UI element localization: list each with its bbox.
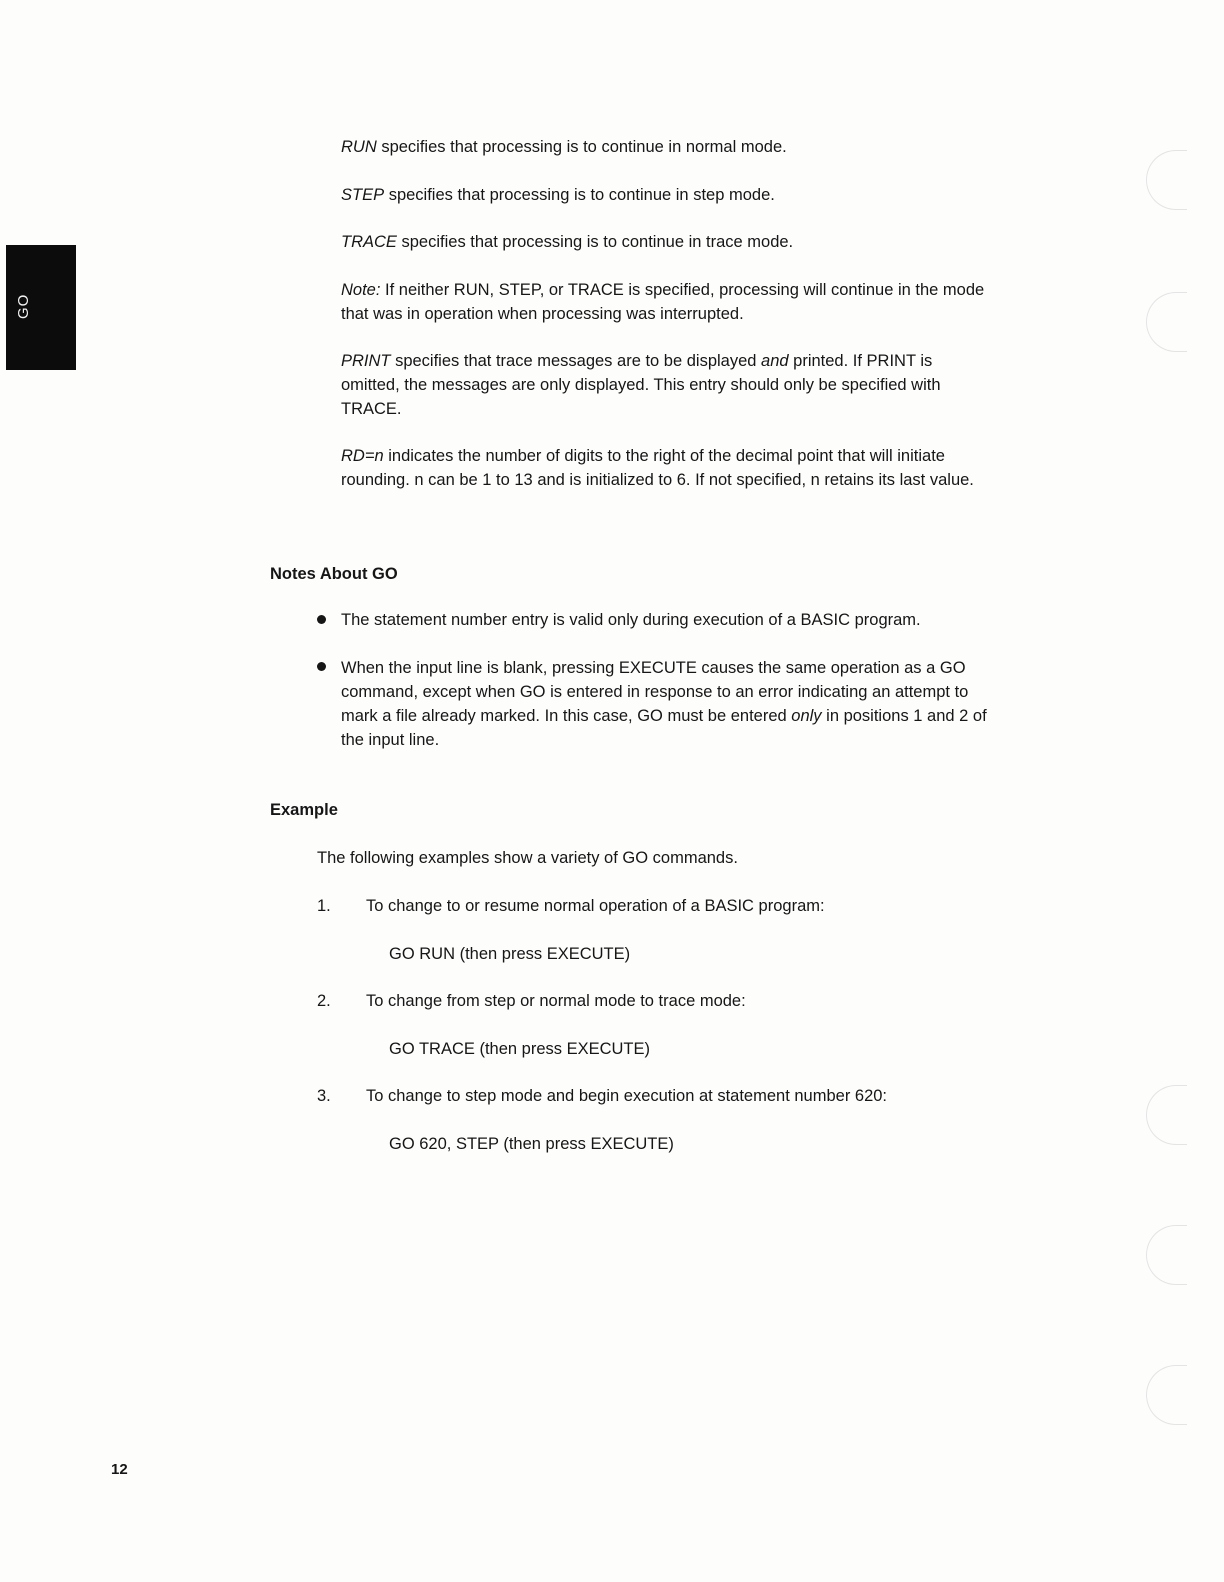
notes-bullet-1: The statement number entry is valid only during execution of a BASIC program. — [341, 611, 921, 629]
page-number: 12 — [111, 1461, 128, 1478]
section-tab — [6, 245, 76, 370]
step-number: 3. — [317, 1087, 331, 1105]
example-intro: The following examples show a variety of GO commands. — [317, 849, 738, 867]
step-number: 2. — [317, 992, 331, 1010]
code-example: GO RUN (then press EXECUTE) — [389, 945, 631, 963]
section-tab-label: GO — [15, 293, 32, 319]
step-text: To change to step mode and begin execution at statement number 620: — [366, 1087, 888, 1105]
step-text: To change to or resume normal operation of a BASIC program: — [366, 897, 825, 915]
binder-hole-mark — [1146, 1085, 1187, 1145]
definition-trace: TRACE specifies that processing is to continue in trace mode. — [341, 233, 794, 251]
binder-hole-mark — [1146, 1365, 1187, 1425]
step-number: 1. — [317, 897, 331, 915]
notes-bullet-2: When the input line is blank, pressing EXECUTE causes the same operation as a GO command, except when GO is entered in response to an error indicating an attempt to mark a file already marked. In this case, GO must be entered only in positions 1 and 2 of the input line. — [341, 659, 987, 749]
definition-run: RUN specifies that processing is to continue in normal mode. — [341, 138, 787, 156]
definition-print: PRINT specifies that trace messages are to be displayed and printed. If PRINT is omitted, the messages are only displayed. This entry should only be specified with TRACE. — [341, 352, 941, 418]
notes-heading: Notes About GO — [270, 565, 398, 583]
binder-hole-mark — [1146, 150, 1187, 210]
note-paragraph: Note: If neither RUN, STEP, or TRACE is specified, processing will continue in the mode that was in operation when processing was interrupted. — [341, 281, 985, 323]
bullet-icon — [317, 662, 326, 671]
binder-hole-mark — [1146, 292, 1187, 352]
example-heading: Example — [270, 801, 338, 819]
definition-rd: RD=n indicates the number of digits to the right of the decimal point that will initiate rounding. n can be 1 to 13 and is initialized to 6. If not specified, n retains its last value. — [341, 447, 974, 489]
binder-hole-mark — [1146, 1225, 1187, 1285]
step-text: To change from step or normal mode to trace mode: — [366, 992, 746, 1010]
bullet-icon — [317, 615, 326, 624]
definition-step: STEP specifies that processing is to continue in step mode. — [341, 186, 775, 204]
code-example: GO 620, STEP (then press EXECUTE) — [389, 1135, 674, 1153]
code-example: GO TRACE (then press EXECUTE) — [389, 1040, 651, 1058]
